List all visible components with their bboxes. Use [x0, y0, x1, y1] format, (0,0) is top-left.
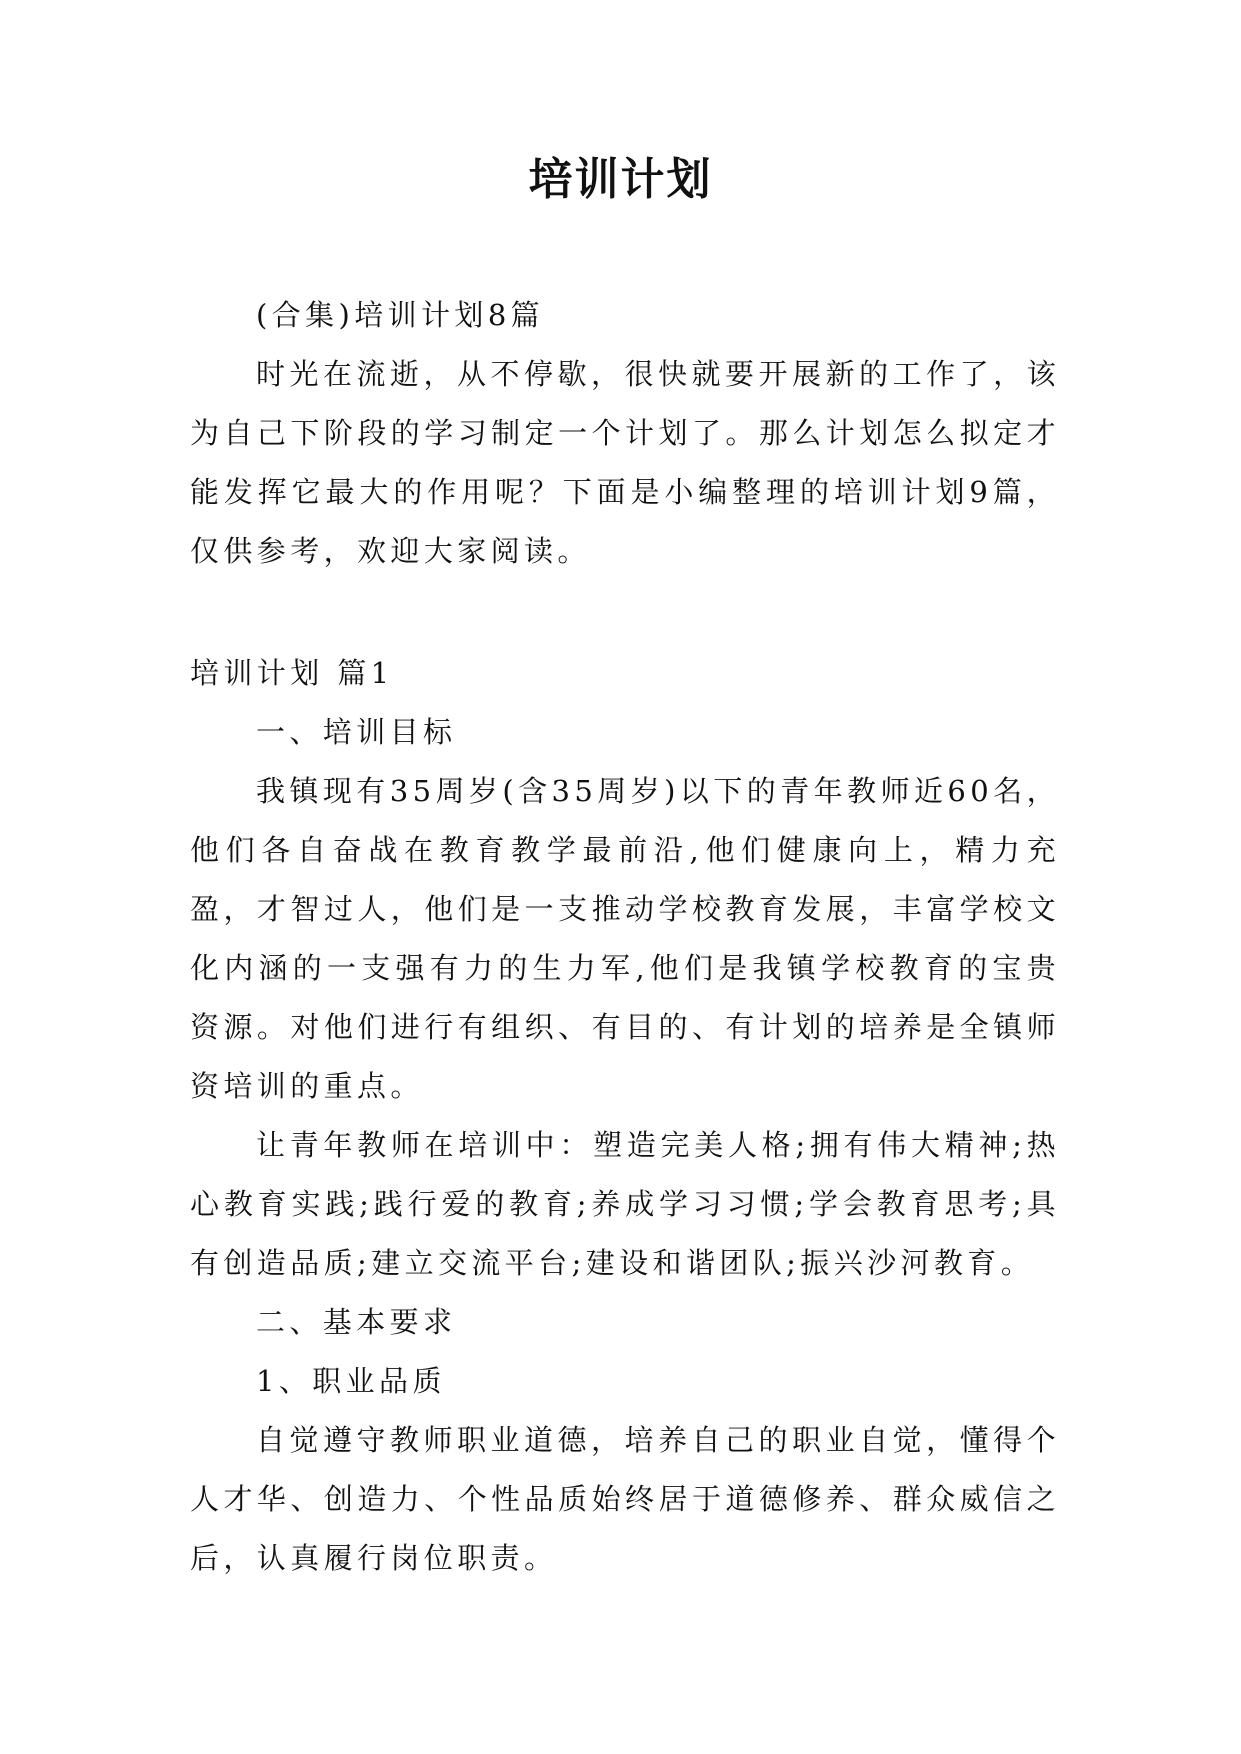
intro-paragraph: 时光在流逝，从不停歇，很快就要开展新的工作了，该为自己下阶段的学习制定一个计划了。那么计划怎么拟定才能发挥它最大的作用呢？下面是小编整理的培训计划9篇，仅供参考，欢迎大家阅读。 [190, 357, 1060, 568]
item-heading: 1、职业品质 [256, 1364, 446, 1398]
intro-subtitle: (合集)培训计划8篇 [256, 298, 545, 332]
goal-paragraph: 我镇现有35周岁(含35周岁)以下的青年教师近60名，他们各自奋战在教育教学最前沿,他们健康向上，精力充盈，才智过人，他们是一支推动学校教育发展，丰富学校文化内涵的一支强有力的生力军,他们是我镇学校教育的宝贵资源。对他们进行有组织、有目的、有计划的培养是全镇师资培训的重点。 [190, 774, 1060, 1103]
item-paragraph: 自觉遵守教师职业道德，培养自己的职业自觉，懂得个人才华、创造力、个性品质始终居于道德修养、群众威信之后，认真履行岗位职责。 [190, 1423, 1060, 1575]
requirements-heading: 二、基本要求 [256, 1305, 457, 1339]
section-heading: 培训计划 篇1 [190, 656, 394, 690]
goal-heading: 一、培训目标 [256, 715, 457, 749]
document-title: 培训计划 [528, 154, 713, 205]
goal-paragraph: 让青年教师在培训中：塑造完美人格;拥有伟大精神;热心教育实践;践行爱的教育;养成学习习惯;学会教育思考;具有创造品质;建立交流平台;建设和谐团队;振兴沙河教育。 [190, 1128, 1060, 1280]
document-body [190, 286, 1060, 1588]
